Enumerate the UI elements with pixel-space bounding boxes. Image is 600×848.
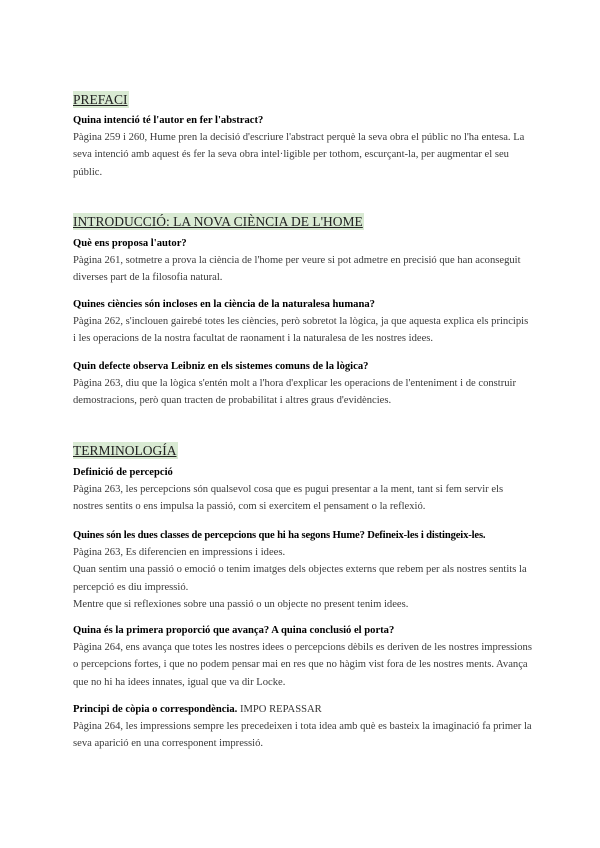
section-heading-terminologia: TERMINOLOGÍA xyxy=(73,443,177,458)
answer: Pàgina 259 i 260, Hume pren la decisió d'escriure l'abstract perquè la seva obra el públic no l'ha entesa. La seva intenció amb aquest és fer la seva obra intel·ligible per tothom, escurçant-la, per augmentar el seu públic. xyxy=(73,132,525,178)
qa-item xyxy=(73,296,533,348)
qa-item xyxy=(73,701,533,753)
qa-item xyxy=(73,527,543,613)
section-heading-introduccio: INTRODUCCIÓ: LA NOVA CIÈNCIA DE L'HOME xyxy=(73,214,363,229)
qa-item xyxy=(73,358,533,410)
qa-item xyxy=(73,622,533,691)
review-note: IMPO REPASSAR xyxy=(239,704,322,715)
qa-item xyxy=(73,235,533,287)
question: Què ens proposa l'autor? xyxy=(73,238,187,249)
answer: Pàgina 264, les impressions sempre les precedeixen i tota idea amb què es basteix la imaginació fa primer la seva aparició en una corresponent impressió. xyxy=(73,721,532,750)
answer: Mentre que si reflexiones sobre una passió o un objecte no present tenim idees. xyxy=(73,598,409,610)
question: Quin defecte observa Leibniz en els sistemes comuns de la lògica? xyxy=(73,361,369,372)
answer: Quan sentim una passió o emoció o tenim imatges dels objectes externs que rebem per als nostres sentits la percepció es diu impressió. xyxy=(73,564,527,593)
question: Quina intenció té l'autor en fer l'abstract? xyxy=(73,115,264,126)
answer: Pàgina 262, s'inclouen gairebé totes les ciències, però sobretot la lògica, ja que aquesta explica els principis i les operacions de la nostra facultat de raonament i la naturalesa de les nostres idees. xyxy=(73,316,529,345)
question-line xyxy=(73,701,533,718)
question: Definició de percepció xyxy=(73,467,173,478)
answer: Pàgina 263, diu que la lògica s'entén molt a l'hora d'explicar les operacions de l'enteniment i de construir demostracions, però quan tracten de probabilitat i altres graus d'evidències. xyxy=(73,378,517,407)
answer: Pàgina 264, ens avança que totes les nostres idees o percepcions dèbils es deriven de les nostres impressions o percepcions fortes, i que no podem pensar mai en res que no hàgim vist fora de les nostres ments. Avança que no hi ha idees innates, igual que va dir Locke. xyxy=(73,642,532,688)
answer: Pàgina 263, les percepcions són qualsevol cosa que es pugui presentar a la ment, tant si fem servir els nostres sentits o ens impulsa la passió, com si exercitem el pensament o la reflexió. xyxy=(73,484,504,513)
section-heading-prefaci: PREFACI xyxy=(73,92,128,107)
question: Quina és la primera proporció que avança? A quina conclusió el porta? xyxy=(73,625,395,636)
answer: Pàgina 261, sotmetre a prova la ciència de l'home per veure si pot admetre en precisió que han aconseguit diverses part de la filosofia natural. xyxy=(73,255,521,284)
question: Quines ciències són incloses en la ciència de la naturalesa humana? xyxy=(73,299,375,310)
question: Principi de còpia o correspondència. xyxy=(73,704,238,715)
qa-item xyxy=(73,112,533,181)
question: Quines són les dues classes de percepcions que hi ha segons Hume? Defineix-les i distingeix-les. xyxy=(73,530,486,541)
answer: Pàgina 263, Es diferencien en impressions i idees. xyxy=(73,547,286,559)
qa-item xyxy=(73,464,533,516)
